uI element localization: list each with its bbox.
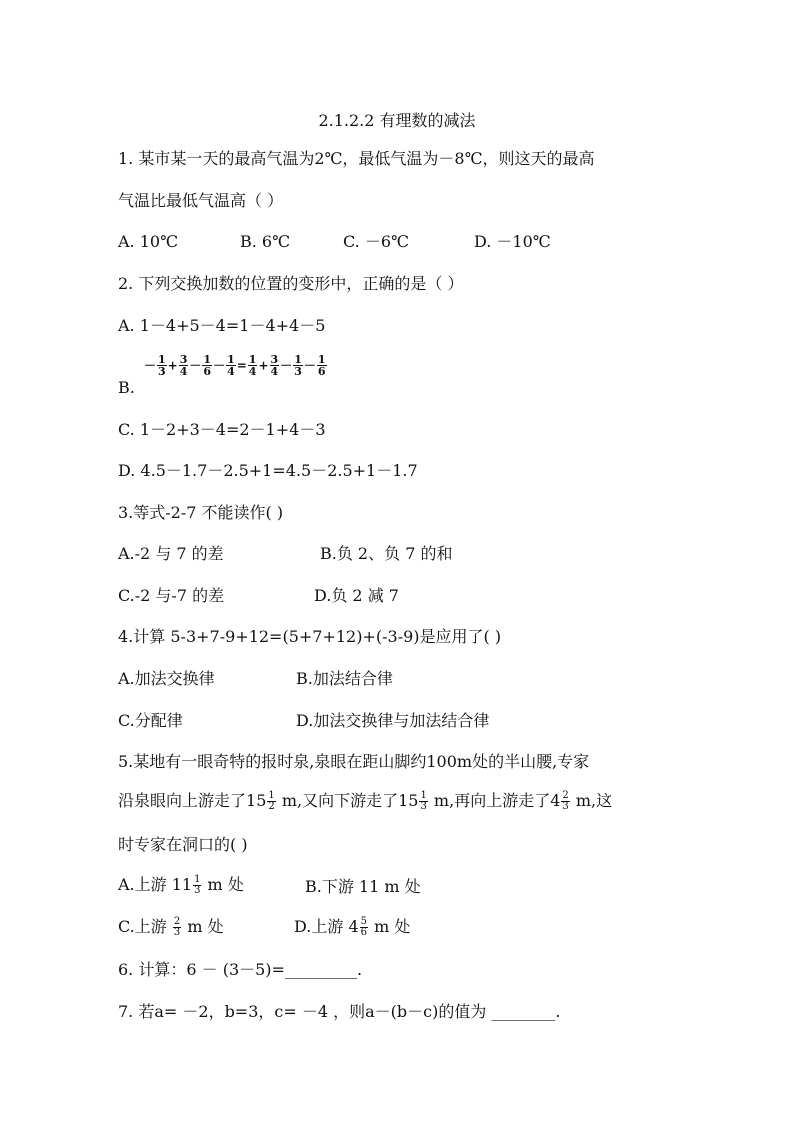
q4-stem: 4.计算 5-3+7-9+12=(5+7+12)+(-3-9)是应用了( ): [118, 627, 502, 646]
q4-option-c: C.分配律: [118, 711, 183, 730]
fraction: $\frac{3}{4}$: [179, 353, 188, 378]
fraction: $\frac{2}{3}$: [173, 916, 181, 938]
fraction: $\frac{1}{3}$: [420, 790, 427, 812]
q5-line2: 沿泉眼向上游走了15 $\frac{1}{2}$ m,又向下游走了15 $\frac{1}{3}$ m,再向上游走了4 $\frac{2}{3}$ m,这: [118, 790, 613, 812]
q1-line2: 气温比最低气温高（ ）: [118, 191, 284, 210]
fraction: $\frac{2}{3}$: [562, 790, 569, 812]
q1-option-b: B. 6℃: [240, 232, 291, 251]
fraction: $\frac{1}{3}$: [294, 353, 302, 378]
q4-option-b: B.加法结合律: [296, 669, 393, 688]
operator: －: [280, 358, 293, 373]
fraction: $\frac{1}{6}$: [317, 353, 326, 378]
fraction: $\frac{1}{3}$: [194, 874, 201, 896]
operator: －: [189, 358, 202, 373]
fraction: $\frac{1}{4}$: [248, 353, 257, 378]
operator: =: [236, 358, 247, 373]
q4-option-a: A.加法交换律: [118, 669, 215, 688]
q3-option-d: D.负 2 减 7: [314, 586, 399, 605]
q2-option-a: A. 1－4+5－4=1－4+4－5: [118, 316, 326, 335]
fraction: $\frac{3}{4}$: [270, 353, 279, 378]
q5-option-b: B.下游 11 m 处: [305, 877, 421, 896]
operator: －: [144, 358, 157, 373]
operator: －: [213, 358, 226, 373]
q5-option-c: C.上游 $\frac{2}{3}$ m 处: [118, 916, 224, 938]
fraction: $\frac{1}{6}$: [203, 353, 212, 378]
q1-option-a: A. 10℃: [118, 232, 178, 251]
fraction: $\frac{1}{4}$: [227, 353, 235, 378]
q2-option-b-label: B.: [118, 378, 135, 397]
q5-option-a: A.上游 11 $\frac{1}{3}$ m 处: [118, 874, 244, 896]
q1-option-d: D. －10℃: [474, 232, 551, 251]
q2-option-c: C. 1－2+3－4=2－1+4－3: [118, 420, 326, 439]
q2-option-d: D. 4.5－1.7－2.5+1=4.5－2.5+1－1.7: [118, 461, 418, 480]
q1-option-c: C. －6℃: [343, 232, 409, 251]
fraction: $\frac{1}{2}$: [268, 790, 275, 812]
fraction: $\frac{5}{6}$: [360, 916, 367, 938]
page-title: 2.1.2.2 有理数的减法: [318, 111, 476, 130]
operator: －: [303, 358, 316, 373]
q4-option-d: D.加法交换律与加法结合律: [296, 711, 490, 730]
q5-option-d: D.上游 4 $\frac{5}{6}$ m 处: [294, 916, 411, 938]
q5-line3: 时专家在洞口的( ): [118, 835, 248, 854]
q7-text: 7. 若a= －2，b=3，c= －4 ，则a－(b－c)的值为 ________.: [118, 1002, 561, 1021]
q3-option-b: B.负 2、负 7 的和: [320, 544, 453, 563]
q3-option-c: C.-2 与-7 的差: [118, 586, 225, 605]
q6-text: 6. 计算：6 － (3－5)=_________.: [118, 960, 363, 979]
operator: +: [258, 358, 269, 373]
q3-stem: 3.等式-2-7 不能读作( ): [118, 503, 284, 522]
q2-stem: 2. 下列交换加数的位置的变形中，正确的是（ ）: [118, 274, 464, 293]
q2-option-b-expression: [144, 354, 328, 377]
q1-line1: 1. 某市某一天的最高气温为2℃，最低气温为－8℃，则这天的最高: [118, 149, 595, 168]
fraction: $\frac{1}{3}$: [158, 353, 166, 378]
operator: +: [167, 358, 178, 373]
q3-option-a: A.-2 与 7 的差: [118, 544, 224, 563]
q5-line1: 5.某地有一眼奇特的报时泉,泉眼在距山脚约100m处的半山腰,专家: [118, 752, 590, 771]
